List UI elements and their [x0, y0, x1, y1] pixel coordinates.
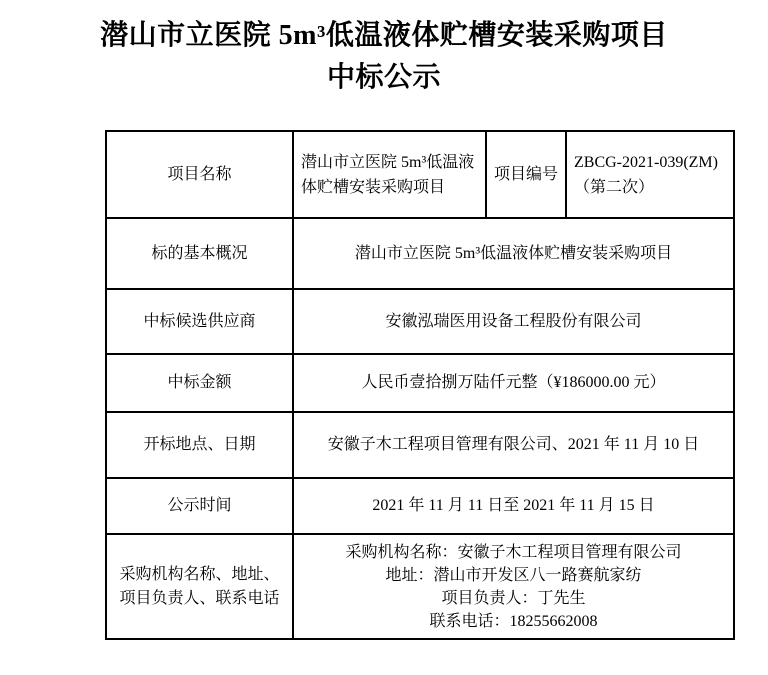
- agency-address-line: 地址：潜山市开发区八一路赛航家纺: [385, 566, 642, 584]
- title-line-2: 中标公示: [326, 62, 441, 93]
- agency-contact-value: [293, 534, 734, 639]
- project-code-line2: （第二次）: [574, 178, 655, 196]
- agency-manager-line: 项目负责人：丁先生: [441, 589, 586, 607]
- publicity-period-value: 2021 年 11 月 11 日至 2021 年 11 月 15 日: [293, 478, 734, 534]
- project-code-line1: ZBCG-2021-039(ZM): [574, 153, 718, 171]
- bid-opening-label: 开标地点、日期: [106, 412, 293, 478]
- project-code-value: [566, 131, 734, 218]
- table-row-bid-opening: [106, 412, 734, 478]
- project-name-value-line1: 潜山市立医院 5m³低温液: [301, 153, 475, 171]
- agency-name-line: 采购机构名称：安徽子木工程项目管理有限公司: [345, 543, 682, 561]
- table-row-winning-supplier: [106, 289, 734, 354]
- subject-overview-label: 标的基本概况: [106, 218, 293, 289]
- project-name-label: 项目名称: [106, 131, 293, 218]
- winning-supplier-label: 中标候选供应商: [106, 289, 293, 354]
- project-name-value-line2: 体贮槽安装采购项目: [301, 178, 446, 196]
- table-row-winning-amount: [106, 354, 734, 412]
- subject-overview-value: 潜山市立医院 5m³低温液体贮槽安装采购项目: [293, 218, 734, 289]
- table-row-agency-contact: [106, 534, 734, 639]
- winning-supplier-value: 安徽泓瑞医用设备工程股份有限公司: [293, 289, 734, 354]
- bid-opening-value: 安徽子木工程项目管理有限公司、2021 年 11 月 10 日: [293, 412, 734, 478]
- table-row-publicity-period: [106, 478, 734, 534]
- agency-phone-line: 联系电话：18255662008: [429, 612, 598, 630]
- agency-contact-label: 采购机构名称、地址、项目负责人、联系电话: [106, 534, 293, 639]
- table-row-project-name: [106, 131, 734, 218]
- bid-result-table: [105, 130, 735, 640]
- project-name-value: [293, 131, 486, 218]
- table-row-subject-overview: [106, 218, 734, 289]
- project-code-label: 项目编号: [486, 131, 566, 218]
- title-line-1: 潜山市立医院 5m³低温液体贮槽安装采购项目: [100, 20, 668, 51]
- winning-amount-value: 人民币壹拾捌万陆仟元整（¥186000.00 元）: [293, 354, 734, 412]
- page-title: [0, 0, 768, 99]
- winning-amount-label: 中标金额: [106, 354, 293, 412]
- publicity-period-label: 公示时间: [106, 478, 293, 534]
